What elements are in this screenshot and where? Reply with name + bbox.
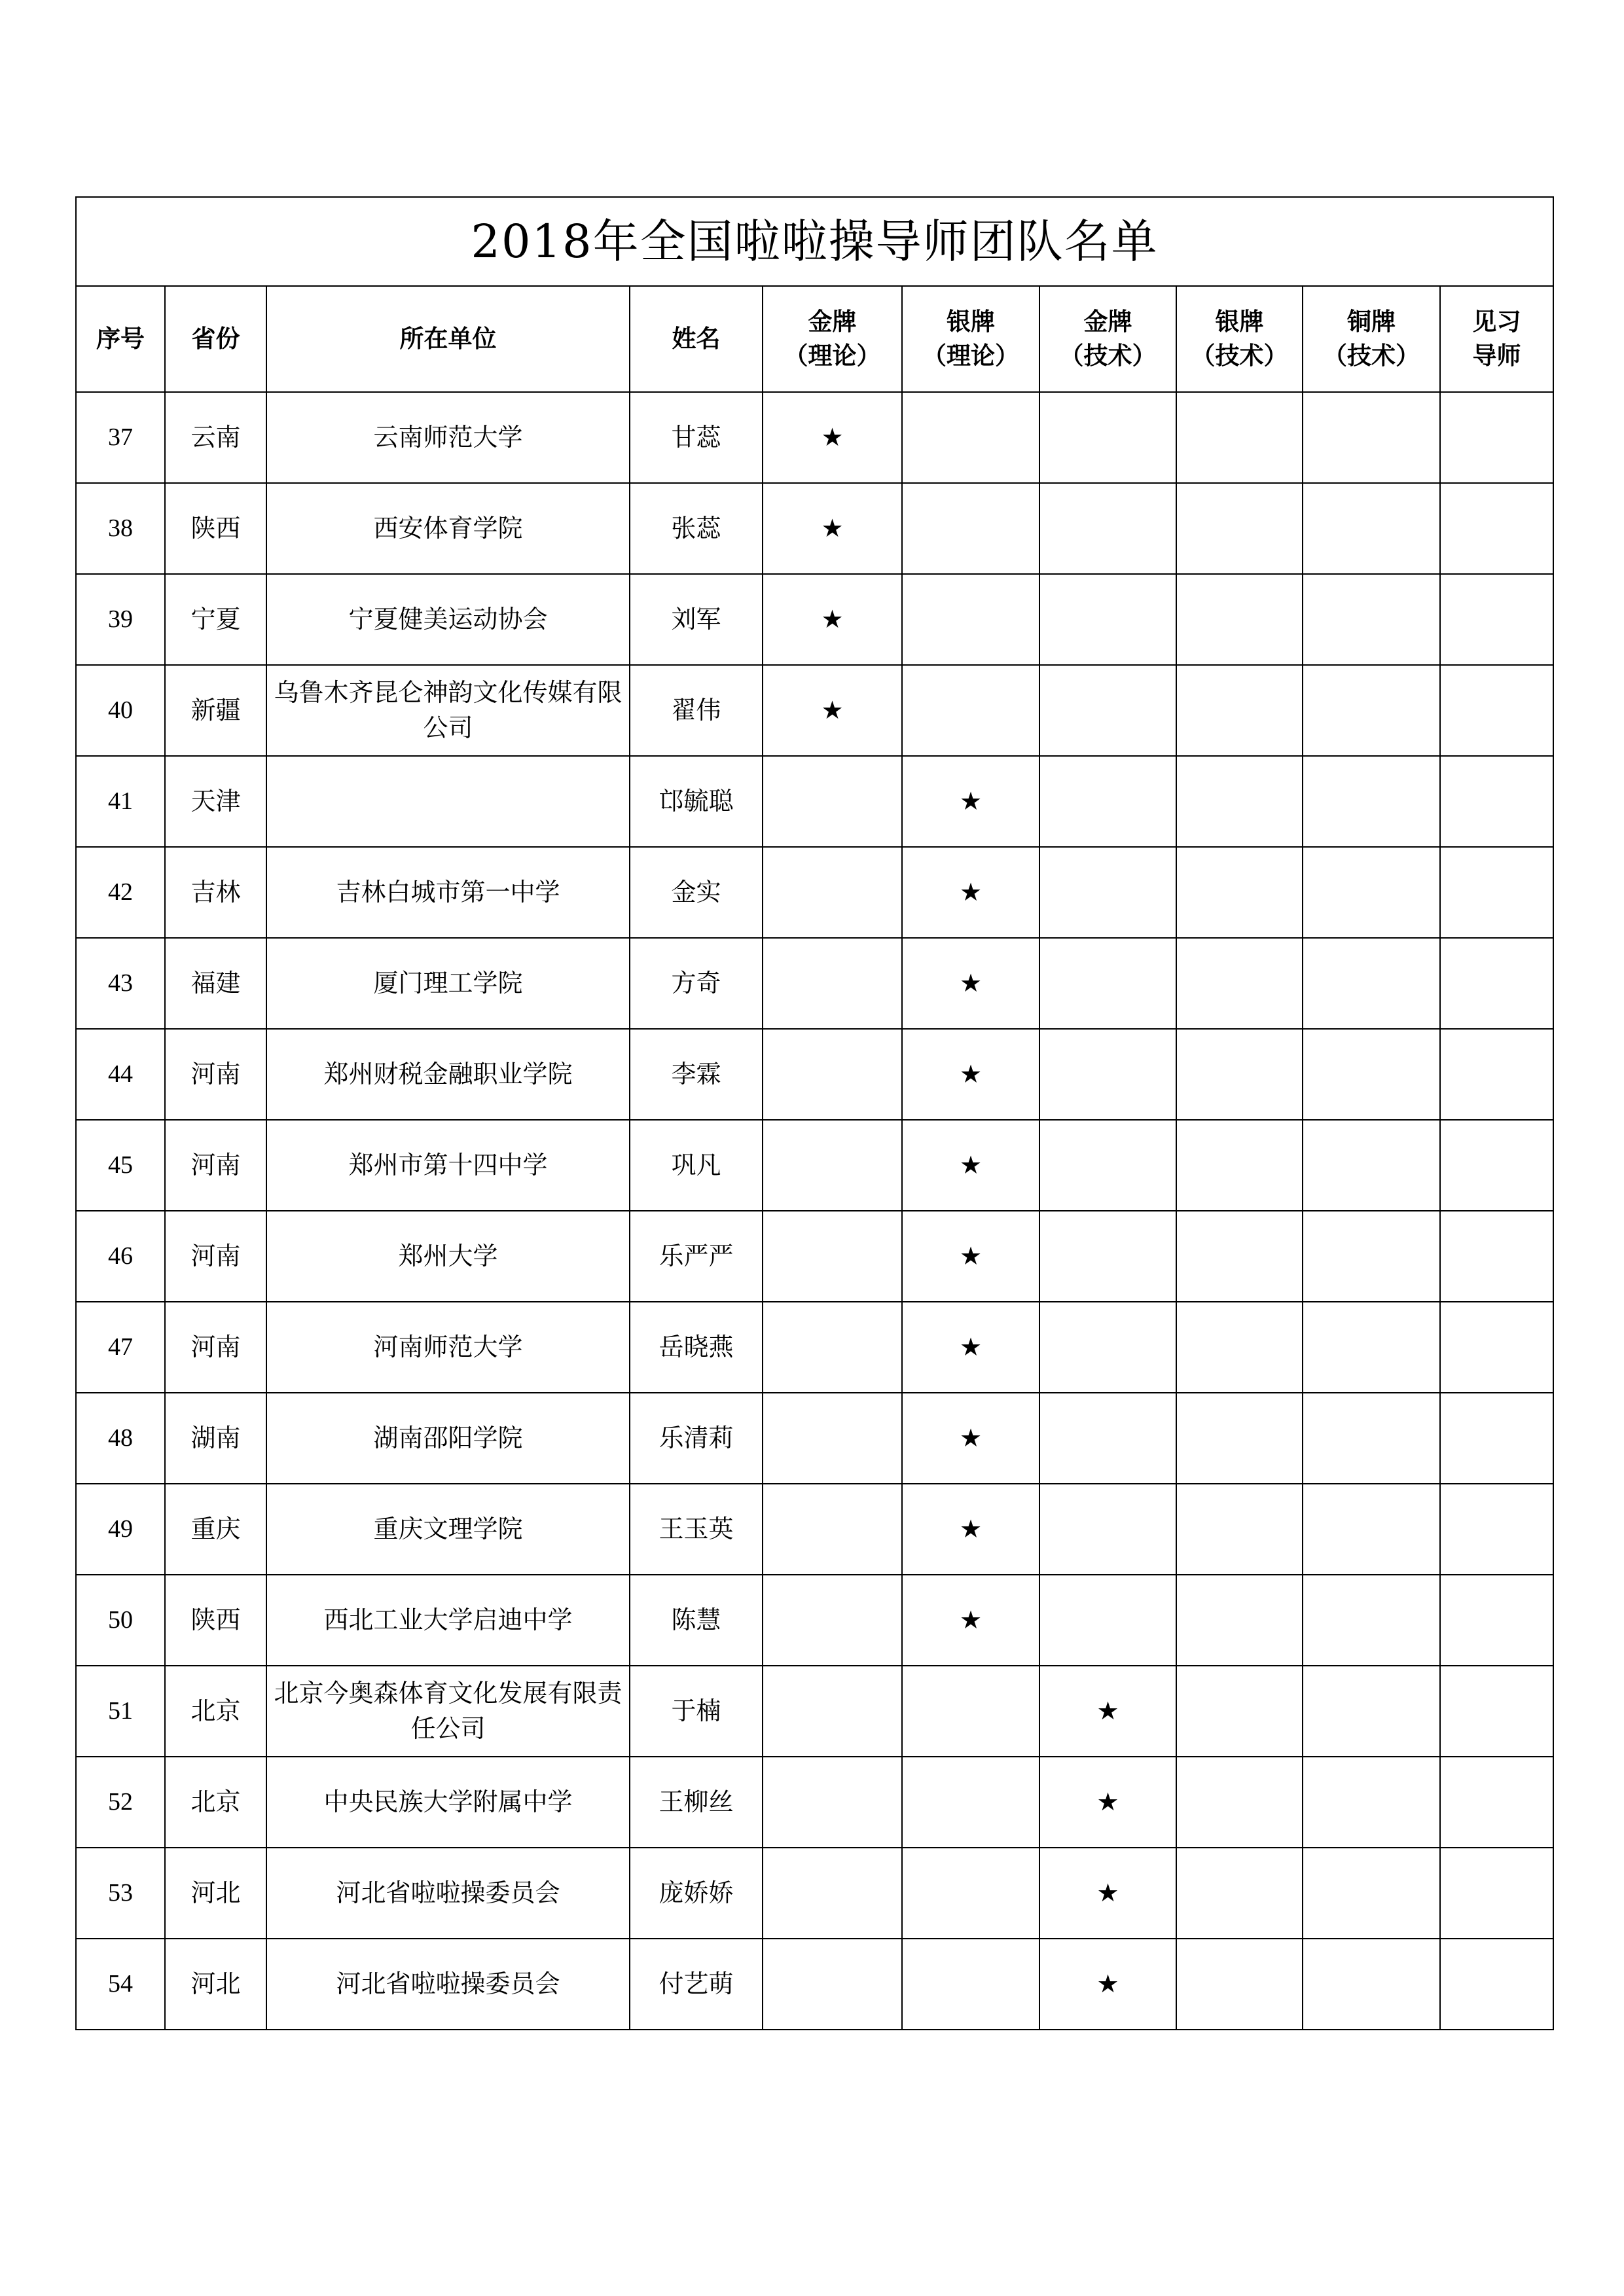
cell-name: 金实 — [630, 847, 763, 938]
cell-province: 天津 — [165, 756, 266, 847]
cell-gold-tech — [1039, 574, 1176, 665]
table-row — [76, 1666, 1553, 1757]
cell-gold-theory — [763, 1939, 902, 2030]
cell-silver-tech — [1176, 1484, 1303, 1575]
cell-seq: 45 — [76, 1120, 165, 1211]
cell-silver-tech — [1176, 938, 1303, 1029]
cell-seq: 43 — [76, 938, 165, 1029]
cell-trainee — [1440, 847, 1553, 938]
cell-trainee — [1440, 1666, 1553, 1757]
cell-unit: 宁夏健美运动协会 — [266, 574, 630, 665]
cell-name: 王玉英 — [630, 1484, 763, 1575]
cell-gold-tech — [1039, 847, 1176, 938]
cell-province: 北京 — [165, 1757, 266, 1848]
header-gold-tech-line2: （技术） — [1059, 342, 1157, 370]
cell-bronze-tech — [1303, 665, 1440, 756]
header-trainee-line1: 见习 — [1472, 308, 1521, 336]
table-row — [76, 1393, 1553, 1484]
cell-trainee — [1440, 1302, 1553, 1393]
cell-gold-tech: ★ — [1039, 1666, 1176, 1757]
table-row — [76, 1302, 1553, 1393]
header-gold-theory-line2: （理论） — [784, 342, 881, 370]
cell-gold-tech — [1039, 1393, 1176, 1484]
cell-unit: 河南师范大学 — [266, 1302, 630, 1393]
header-silver-theory — [902, 286, 1039, 392]
header-bronze-tech — [1303, 286, 1440, 392]
cell-seq: 44 — [76, 1029, 165, 1120]
cell-province: 河北 — [165, 1939, 266, 2030]
table-row — [76, 574, 1553, 665]
cell-trainee — [1440, 756, 1553, 847]
cell-unit: 中央民族大学附属中学 — [266, 1757, 630, 1848]
cell-bronze-tech — [1303, 1848, 1440, 1939]
cell-bronze-tech — [1303, 1120, 1440, 1211]
table-row — [76, 1120, 1553, 1211]
cell-gold-theory — [763, 1666, 902, 1757]
cell-gold-theory — [763, 1120, 902, 1211]
cell-seq: 41 — [76, 756, 165, 847]
table-row — [76, 665, 1553, 756]
cell-gold-theory — [763, 1302, 902, 1393]
cell-seq: 47 — [76, 1302, 165, 1393]
cell-name: 刘军 — [630, 574, 763, 665]
table-row — [76, 756, 1553, 847]
cell-bronze-tech — [1303, 1484, 1440, 1575]
cell-silver-theory — [902, 1757, 1039, 1848]
table-row — [76, 1575, 1553, 1666]
cell-bronze-tech — [1303, 1302, 1440, 1393]
cell-seq: 52 — [76, 1757, 165, 1848]
cell-gold-theory — [763, 847, 902, 938]
cell-gold-theory — [763, 1848, 902, 1939]
cell-bronze-tech — [1303, 1939, 1440, 2030]
cell-name: 陈慧 — [630, 1575, 763, 1666]
cell-name: 李霖 — [630, 1029, 763, 1120]
cell-name: 于楠 — [630, 1666, 763, 1757]
cell-silver-theory: ★ — [902, 1029, 1039, 1120]
table-row — [76, 1211, 1553, 1302]
cell-seq: 39 — [76, 574, 165, 665]
table-row — [76, 392, 1553, 483]
header-silver-theory-line2: （理论） — [922, 342, 1019, 370]
cell-unit: 郑州大学 — [266, 1211, 630, 1302]
cell-silver-tech — [1176, 1302, 1303, 1393]
cell-gold-tech — [1039, 392, 1176, 483]
cell-silver-tech — [1176, 847, 1303, 938]
cell-silver-tech — [1176, 665, 1303, 756]
cell-name: 张蕊 — [630, 483, 763, 574]
cell-unit: 西安体育学院 — [266, 483, 630, 574]
header-trainee — [1440, 286, 1553, 392]
cell-unit: 河北省啦啦操委员会 — [266, 1939, 630, 2030]
cell-province: 河南 — [165, 1302, 266, 1393]
cell-gold-theory — [763, 938, 902, 1029]
cell-gold-theory — [763, 756, 902, 847]
cell-bronze-tech — [1303, 1757, 1440, 1848]
cell-gold-tech — [1039, 665, 1176, 756]
table-row — [76, 847, 1553, 938]
cell-bronze-tech — [1303, 483, 1440, 574]
cell-gold-theory: ★ — [763, 392, 902, 483]
table-body — [76, 392, 1553, 2030]
table-row — [76, 1757, 1553, 1848]
cell-bronze-tech — [1303, 574, 1440, 665]
cell-silver-tech — [1176, 1211, 1303, 1302]
header-name: 姓名 — [630, 286, 763, 392]
cell-silver-theory: ★ — [902, 1575, 1039, 1666]
cell-bronze-tech — [1303, 1666, 1440, 1757]
cell-silver-theory — [902, 574, 1039, 665]
cell-province: 河北 — [165, 1848, 266, 1939]
cell-seq: 37 — [76, 392, 165, 483]
cell-seq: 49 — [76, 1484, 165, 1575]
cell-name: 王柳丝 — [630, 1757, 763, 1848]
cell-silver-theory: ★ — [902, 1211, 1039, 1302]
cell-unit: 西北工业大学启迪中学 — [266, 1575, 630, 1666]
cell-trainee — [1440, 1575, 1553, 1666]
cell-name: 乐严严 — [630, 1211, 763, 1302]
cell-province: 河南 — [165, 1211, 266, 1302]
header-silver-tech-line1: 银牌 — [1215, 308, 1264, 336]
header-trainee-line2: 导师 — [1472, 342, 1521, 370]
cell-province: 宁夏 — [165, 574, 266, 665]
cell-seq: 48 — [76, 1393, 165, 1484]
cell-silver-theory: ★ — [902, 938, 1039, 1029]
cell-gold-theory — [763, 1484, 902, 1575]
header-silver-tech — [1176, 286, 1303, 392]
cell-silver-theory: ★ — [902, 1302, 1039, 1393]
cell-province: 重庆 — [165, 1484, 266, 1575]
cell-name: 邙毓聪 — [630, 756, 763, 847]
cell-bronze-tech — [1303, 847, 1440, 938]
cell-unit: 郑州财税金融职业学院 — [266, 1029, 630, 1120]
cell-silver-tech — [1176, 1666, 1303, 1757]
cell-silver-tech — [1176, 756, 1303, 847]
cell-bronze-tech — [1303, 938, 1440, 1029]
cell-seq: 46 — [76, 1211, 165, 1302]
cell-silver-tech — [1176, 483, 1303, 574]
cell-silver-tech — [1176, 574, 1303, 665]
cell-gold-tech — [1039, 1029, 1176, 1120]
cell-silver-tech — [1176, 392, 1303, 483]
cell-bronze-tech — [1303, 1393, 1440, 1484]
cell-unit: 重庆文理学院 — [266, 1484, 630, 1575]
cell-silver-theory — [902, 1848, 1039, 1939]
cell-province: 河南 — [165, 1120, 266, 1211]
cell-silver-tech — [1176, 1120, 1303, 1211]
cell-silver-tech — [1176, 1939, 1303, 2030]
cell-province: 河南 — [165, 1029, 266, 1120]
cell-gold-tech — [1039, 756, 1176, 847]
cell-gold-tech — [1039, 938, 1176, 1029]
cell-unit: 北京今奥森体育文化发展有限责任公司 — [266, 1666, 630, 1757]
table-row — [76, 1484, 1553, 1575]
cell-province: 北京 — [165, 1666, 266, 1757]
cell-trainee — [1440, 1029, 1553, 1120]
cell-unit: 河北省啦啦操委员会 — [266, 1848, 630, 1939]
cell-seq: 42 — [76, 847, 165, 938]
cell-seq: 40 — [76, 665, 165, 756]
cell-bronze-tech — [1303, 1029, 1440, 1120]
cell-name: 方奇 — [630, 938, 763, 1029]
cell-trainee — [1440, 1484, 1553, 1575]
cell-trainee — [1440, 938, 1553, 1029]
cell-province: 福建 — [165, 938, 266, 1029]
table-row — [76, 483, 1553, 574]
cell-gold-tech — [1039, 483, 1176, 574]
table-row — [76, 1029, 1553, 1120]
header-province: 省份 — [165, 286, 266, 392]
cell-trainee — [1440, 1939, 1553, 2030]
cell-trainee — [1440, 392, 1553, 483]
cell-trainee — [1440, 1120, 1553, 1211]
cell-bronze-tech — [1303, 392, 1440, 483]
cell-silver-tech — [1176, 1848, 1303, 1939]
cell-silver-theory: ★ — [902, 1484, 1039, 1575]
cell-seq: 38 — [76, 483, 165, 574]
cell-trainee — [1440, 1393, 1553, 1484]
header-row — [76, 286, 1553, 392]
cell-gold-tech — [1039, 1575, 1176, 1666]
cell-gold-theory — [763, 1757, 902, 1848]
cell-trainee — [1440, 1848, 1553, 1939]
cell-gold-theory — [763, 1575, 902, 1666]
cell-seq: 50 — [76, 1575, 165, 1666]
cell-name: 甘蕊 — [630, 392, 763, 483]
cell-name: 翟伟 — [630, 665, 763, 756]
cell-bronze-tech — [1303, 1211, 1440, 1302]
header-unit: 所在单位 — [266, 286, 630, 392]
cell-silver-theory — [902, 1939, 1039, 2030]
cell-gold-theory: ★ — [763, 574, 902, 665]
cell-gold-theory: ★ — [763, 665, 902, 756]
cell-name: 巩凡 — [630, 1120, 763, 1211]
cell-silver-tech — [1176, 1757, 1303, 1848]
cell-silver-tech — [1176, 1029, 1303, 1120]
tutor-list-table — [75, 196, 1554, 2030]
cell-trainee — [1440, 1211, 1553, 1302]
cell-silver-theory: ★ — [902, 1393, 1039, 1484]
cell-unit: 湖南邵阳学院 — [266, 1393, 630, 1484]
cell-gold-theory: ★ — [763, 483, 902, 574]
cell-province: 云南 — [165, 392, 266, 483]
cell-silver-theory: ★ — [902, 1120, 1039, 1211]
cell-bronze-tech — [1303, 1575, 1440, 1666]
cell-silver-theory — [902, 665, 1039, 756]
cell-trainee — [1440, 574, 1553, 665]
cell-trainee — [1440, 1757, 1553, 1848]
header-silver-theory-line1: 银牌 — [947, 308, 995, 336]
cell-seq: 51 — [76, 1666, 165, 1757]
cell-gold-theory — [763, 1029, 902, 1120]
cell-province: 湖南 — [165, 1393, 266, 1484]
cell-silver-theory — [902, 483, 1039, 574]
cell-gold-theory — [763, 1393, 902, 1484]
header-seq: 序号 — [76, 286, 165, 392]
header-gold-theory — [763, 286, 902, 392]
cell-unit: 云南师范大学 — [266, 392, 630, 483]
table-row — [76, 938, 1553, 1029]
cell-name: 岳晓燕 — [630, 1302, 763, 1393]
cell-unit — [266, 756, 630, 847]
cell-unit: 乌鲁木齐昆仑神韵文化传媒有限公司 — [266, 665, 630, 756]
cell-gold-tech: ★ — [1039, 1939, 1176, 2030]
header-gold-tech — [1039, 286, 1176, 392]
cell-silver-theory — [902, 392, 1039, 483]
cell-unit: 厦门理工学院 — [266, 938, 630, 1029]
cell-province: 新疆 — [165, 665, 266, 756]
cell-trainee — [1440, 483, 1553, 574]
cell-gold-tech — [1039, 1120, 1176, 1211]
header-bronze-tech-line2: （技术） — [1323, 342, 1420, 370]
cell-gold-tech — [1039, 1484, 1176, 1575]
header-bronze-tech-line1: 铜牌 — [1347, 308, 1396, 336]
cell-gold-tech: ★ — [1039, 1757, 1176, 1848]
cell-seq: 53 — [76, 1848, 165, 1939]
cell-trainee — [1440, 665, 1553, 756]
cell-bronze-tech — [1303, 756, 1440, 847]
cell-name: 庞娇娇 — [630, 1848, 763, 1939]
cell-gold-theory — [763, 1211, 902, 1302]
cell-province: 吉林 — [165, 847, 266, 938]
cell-gold-tech: ★ — [1039, 1848, 1176, 1939]
page-title: 2018年全国啦啦操导师团队名单 — [76, 197, 1553, 286]
cell-unit: 吉林白城市第一中学 — [266, 847, 630, 938]
cell-seq: 54 — [76, 1939, 165, 2030]
cell-silver-theory — [902, 1666, 1039, 1757]
table-row — [76, 1848, 1553, 1939]
cell-province: 陕西 — [165, 1575, 266, 1666]
header-silver-tech-line2: （技术） — [1191, 342, 1288, 370]
cell-silver-theory: ★ — [902, 756, 1039, 847]
cell-name: 乐清莉 — [630, 1393, 763, 1484]
table-row — [76, 1939, 1553, 2030]
header-gold-theory-line1: 金牌 — [808, 308, 857, 336]
cell-gold-tech — [1039, 1302, 1176, 1393]
cell-gold-tech — [1039, 1211, 1176, 1302]
cell-silver-tech — [1176, 1393, 1303, 1484]
cell-unit: 郑州市第十四中学 — [266, 1120, 630, 1211]
cell-silver-theory: ★ — [902, 847, 1039, 938]
cell-silver-tech — [1176, 1575, 1303, 1666]
cell-province: 陕西 — [165, 483, 266, 574]
cell-name: 付艺萌 — [630, 1939, 763, 2030]
header-gold-tech-line1: 金牌 — [1083, 308, 1132, 336]
